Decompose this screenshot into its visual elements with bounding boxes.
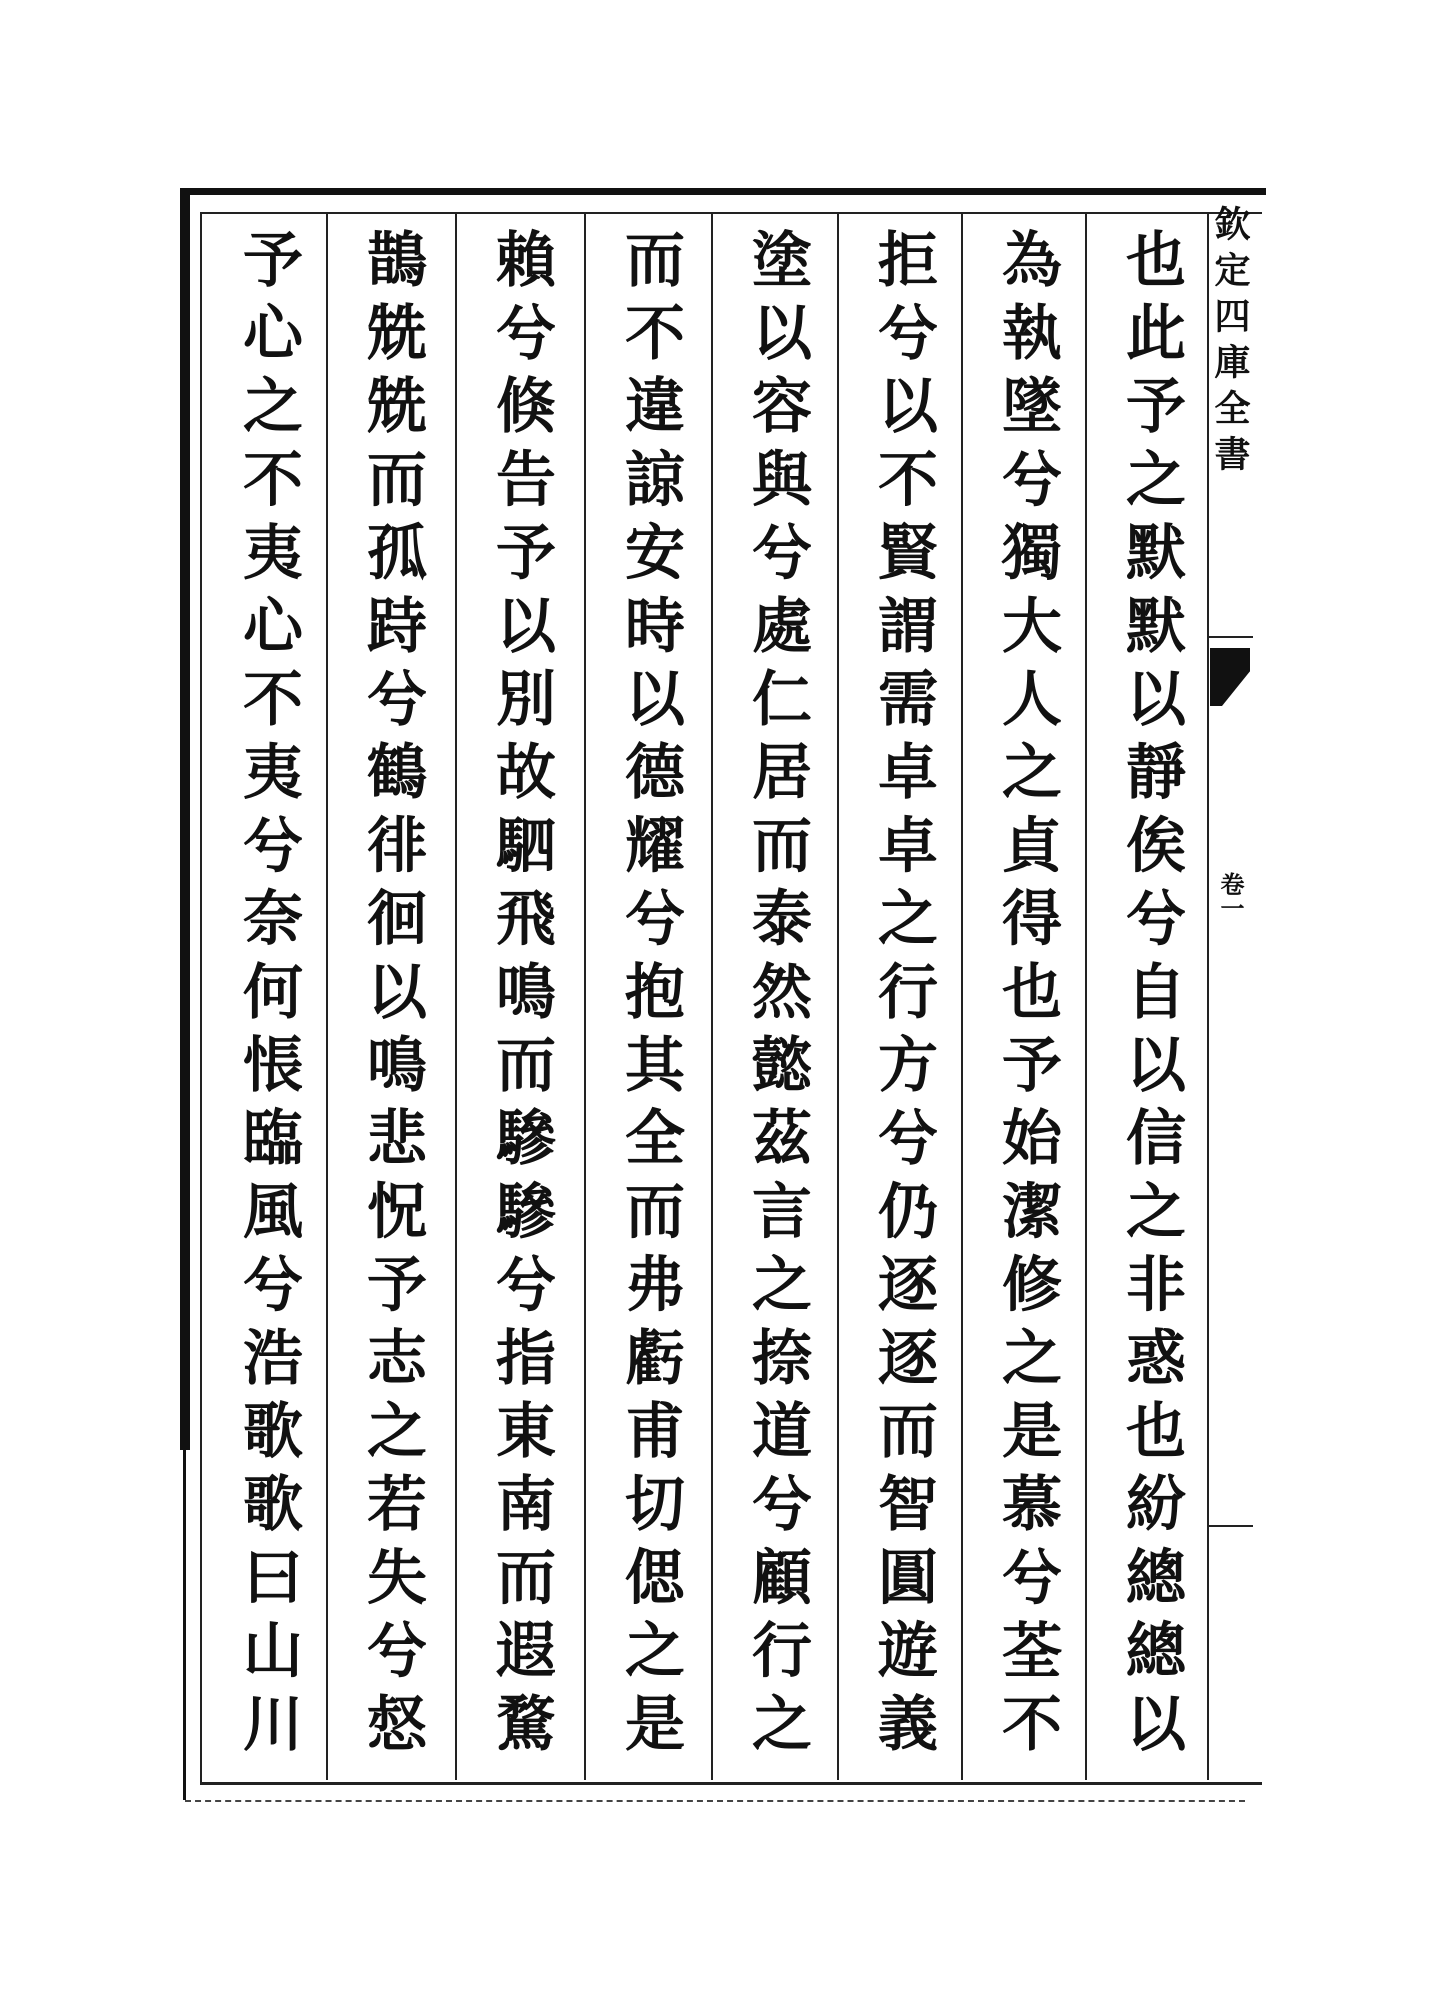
text-column-4: 塗以容與兮處仁居而泰然懿茲言之捺道兮顧行之 bbox=[742, 228, 812, 1766]
left-border bbox=[180, 188, 190, 1450]
margin-divider bbox=[1208, 1525, 1253, 1527]
book-title: 欽定四庫全書 bbox=[1209, 205, 1251, 481]
text-column-1: 也此予之默默以靜俟兮自以信之非惑也紛總總以 bbox=[1116, 228, 1186, 1766]
text-column-5: 而不違諒安時以德耀兮抱其全而弗虧甫切偲之是 bbox=[615, 228, 685, 1766]
volume-label: 卷一 bbox=[1216, 872, 1245, 920]
bottom-edge bbox=[185, 1800, 1245, 1806]
margin-divider bbox=[1208, 636, 1253, 638]
text-column-2: 為執墜兮獨大人之貞得也予始潔修之是慕兮荃不 bbox=[992, 228, 1062, 1766]
text-column-7: 鵲兟兟而孤跱兮鶴徘徊以鳴悲怳予志之若失兮惄 bbox=[357, 228, 427, 1766]
text-column-8: 予心之不夷心不夷兮奈何悵臨風兮浩歌歌曰山川 bbox=[233, 228, 303, 1766]
text-column-3: 拒兮以不賢謂需卓卓之行方兮仍逐逐而智圓遊義 bbox=[868, 228, 938, 1766]
text-column-6: 賴兮倏告予以別故駟飛鳴而驂驂兮指東南而遐騖 bbox=[486, 228, 556, 1766]
column-rule bbox=[584, 212, 586, 1780]
column-rule bbox=[455, 212, 457, 1780]
